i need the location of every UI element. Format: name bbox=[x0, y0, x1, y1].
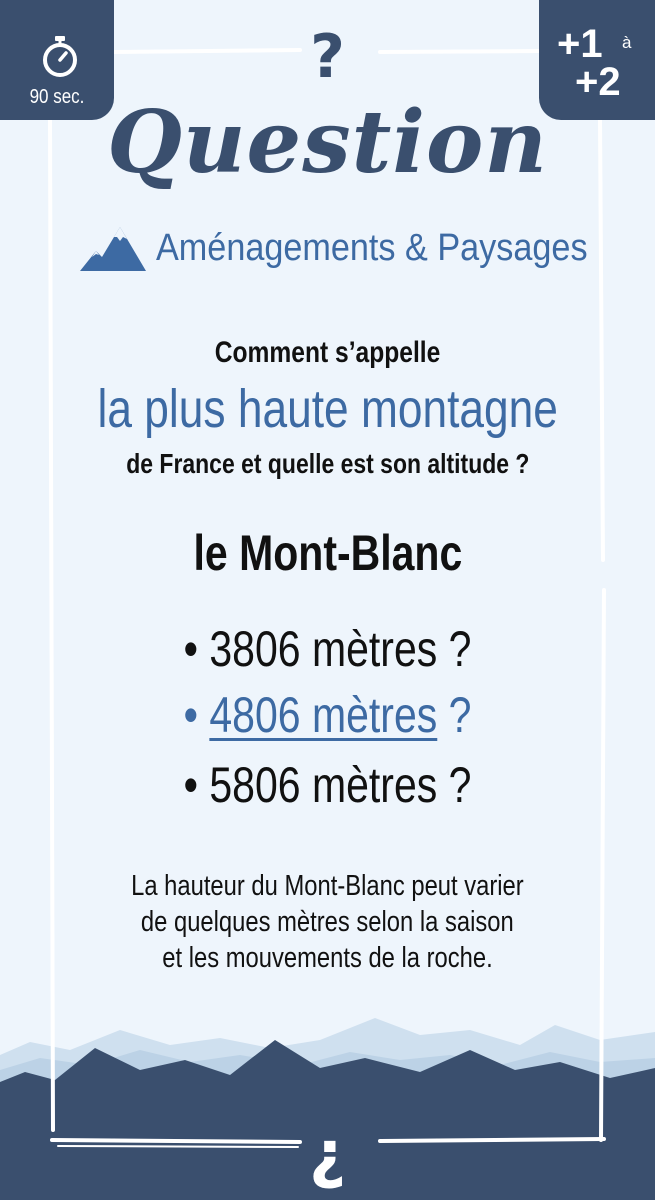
points-high: +2 bbox=[575, 60, 621, 104]
note-line-2: de quelques mètres selon la saison bbox=[141, 906, 514, 938]
question-mark-symbol: ? bbox=[310, 22, 345, 92]
category-label: Aménagements & Paysages bbox=[156, 226, 588, 269]
option-1: • 3806 mètres ? bbox=[183, 621, 472, 677]
option-3: • 5806 mètres ? bbox=[183, 757, 472, 813]
question-line-3: de France et quelle est son altitude ? bbox=[125, 448, 530, 479]
note-line-1: La hauteur du Mont-Blanc peut varier bbox=[131, 870, 524, 902]
answer-text: le Mont-Blanc bbox=[193, 525, 462, 581]
page-title: Question bbox=[107, 92, 548, 193]
points-low: +1 bbox=[557, 22, 603, 66]
timer-label: 90 sec. bbox=[29, 86, 85, 108]
category-heading bbox=[80, 218, 636, 278]
option-2-correct: • 4806 mètres ? bbox=[183, 687, 472, 743]
inverted-question-mark-symbol: ¿ bbox=[308, 1118, 347, 1192]
mountain-icon bbox=[80, 223, 146, 273]
question-line-1: Comment s’appelle bbox=[214, 336, 441, 369]
points-separator: à bbox=[622, 33, 632, 52]
note-line-3: et les mouvements de la roche. bbox=[162, 942, 493, 974]
question-line-2: la plus haute montagne bbox=[97, 379, 558, 439]
